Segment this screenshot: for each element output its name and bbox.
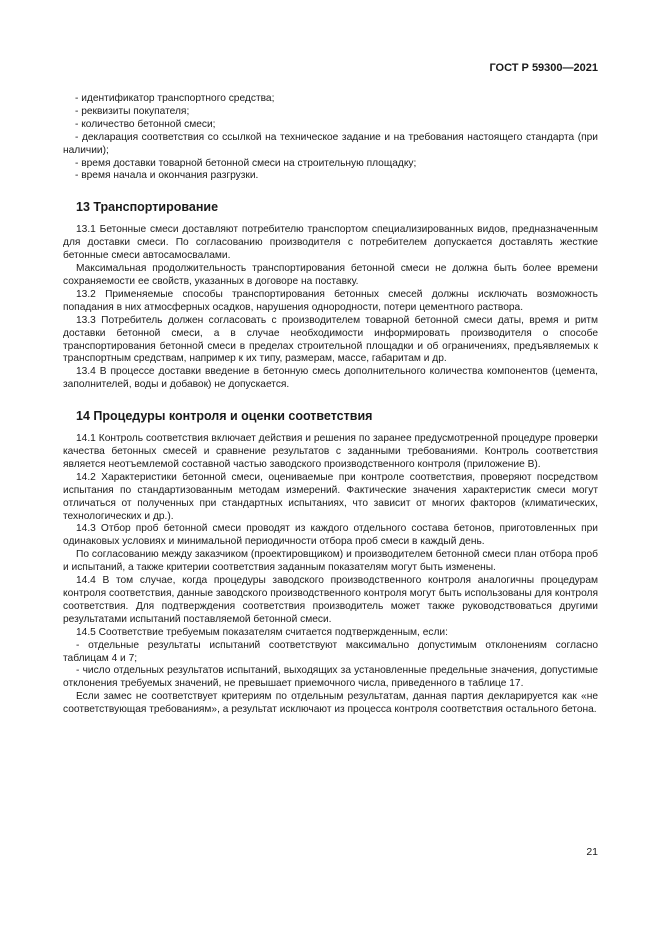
list-item: - время доставки товарной бетонной смеси на строительную площадку; bbox=[75, 157, 417, 169]
section-14-body bbox=[63, 433, 598, 717]
paragraph: 13.4 В процессе доставки введение в бетонную смесь дополнительного количества компонентов (цемента, заполнителей, воды и добавок) не допускается. bbox=[63, 366, 598, 391]
paragraph: 14.3 Отбор проб бетонной смеси проводят из каждого отдельного состава бетонов, приготовленных при одинаковых условиях и минимальной периодичности отбора проб смеси в каждый день. bbox=[63, 523, 598, 548]
paragraph: 14.5 Соответствие требуемым показателям считается подтвержденным, если: bbox=[76, 626, 448, 638]
paragraph: 14.4 В том случае, когда процедуры заводского производственного контроля аналогичны процедурам контроля соответствия, данные заводского производственного контроля могут быть использованы для контроля соответствия. Для подтверждения соответствия производитель может также руководствоваться другими результатами испытаний поставляемой бетонной смеси. bbox=[63, 575, 598, 625]
paragraph: По согласованию между заказчиком (проектировщиком) и производителем бетонной смеси план отбора проб и испытаний, а также критерии соответствия заданным показателям могут быть изменены. bbox=[63, 549, 598, 574]
paragraph: 13.3 Потребитель должен согласовать с производителем товарной бетонной смеси даты, время и ритм доставки бетонной смеси, а в случае необходимости информировать производителя о способе транспортирования бетонной смеси в пределах строительной площадки и об ограничениях, предъявляемых к транспортным средствам, например к их типу, размерам, массе, габаритам и др. bbox=[63, 314, 598, 365]
section-14-heading: 14 Процедуры контроля и оценки соответствия bbox=[76, 409, 373, 424]
list-item: - декларация соответствия со ссылкой на техническое задание и на требования настоящего стандарта (при наличии); bbox=[63, 131, 598, 156]
paragraph: 13.1 Бетонные смеси доставляют потребителю транспортом специализированных видов, предназначенным для доставки смеси. По согласованию производителя с потребителем допускается доставлять жесткие бетонные смеси автосамосвалами. bbox=[63, 224, 598, 262]
document-code-header: ГОСТ Р 59300—2021 bbox=[489, 62, 598, 74]
paragraph: 14.2 Характеристики бетонной смеси, оцениваемые при контроле соответствия, проверяют посредством испытания по стандартизованным методам измерений. Фактические значения характеристик смеси могут отличаться от полученных при стандартных испытаниях, что зависит от многих факторов (климатических, технологических и др.). bbox=[63, 471, 598, 522]
section-13-body bbox=[63, 224, 598, 392]
delivery-document-list bbox=[63, 93, 598, 183]
paragraph: 14.1 Контроль соответствия включает действия и решения по заранее предусмотренной процедуре проверки качества бетонных смесей и сравнение результатов с заданными требованиями. Контроль соответствия является неотъемлемой составной частью заводского производственного контроля (приложение В). bbox=[63, 433, 598, 470]
list-item: - реквизиты покупателя; bbox=[75, 105, 190, 117]
paragraph: - число отдельных результатов испытаний, выходящих за установленные предельные значения, допустимые отклонения требуемых значений, не превышает приемочного числа, приведенного в таблице 17. bbox=[63, 665, 598, 690]
list-item: - количество бетонной смеси; bbox=[75, 118, 216, 130]
paragraph: - отдельные результаты испытаний соответствуют максимально допустимым отклонениям согласно таблицам 4 и 7; bbox=[63, 639, 598, 664]
list-item: - идентификатор транспортного средства; bbox=[75, 93, 275, 104]
paragraph: Если замес не соответствует критериям по отдельным результатам, данная партия декларируется как «не соответствующая требованиям», а результат исключают из процесса контроля соответствия остального бетона. bbox=[63, 691, 598, 716]
paragraph: 13.2 Применяемые способы транспортирования бетонных смесей должны исключать возможность попадания в них атмосферных осадков, нарушения однородности, потери цементного раствора. bbox=[63, 288, 598, 313]
section-13-heading: 13 Транспортирование bbox=[76, 200, 219, 215]
paragraph: Максимальная продолжительность транспортирования бетонной смеси не должна быть более времени сохраняемости ее свойств, указанных в договоре на поставку. bbox=[63, 263, 598, 287]
list-item: - время начала и окончания разгрузки. bbox=[75, 170, 259, 182]
page-number: 21 bbox=[586, 846, 598, 858]
